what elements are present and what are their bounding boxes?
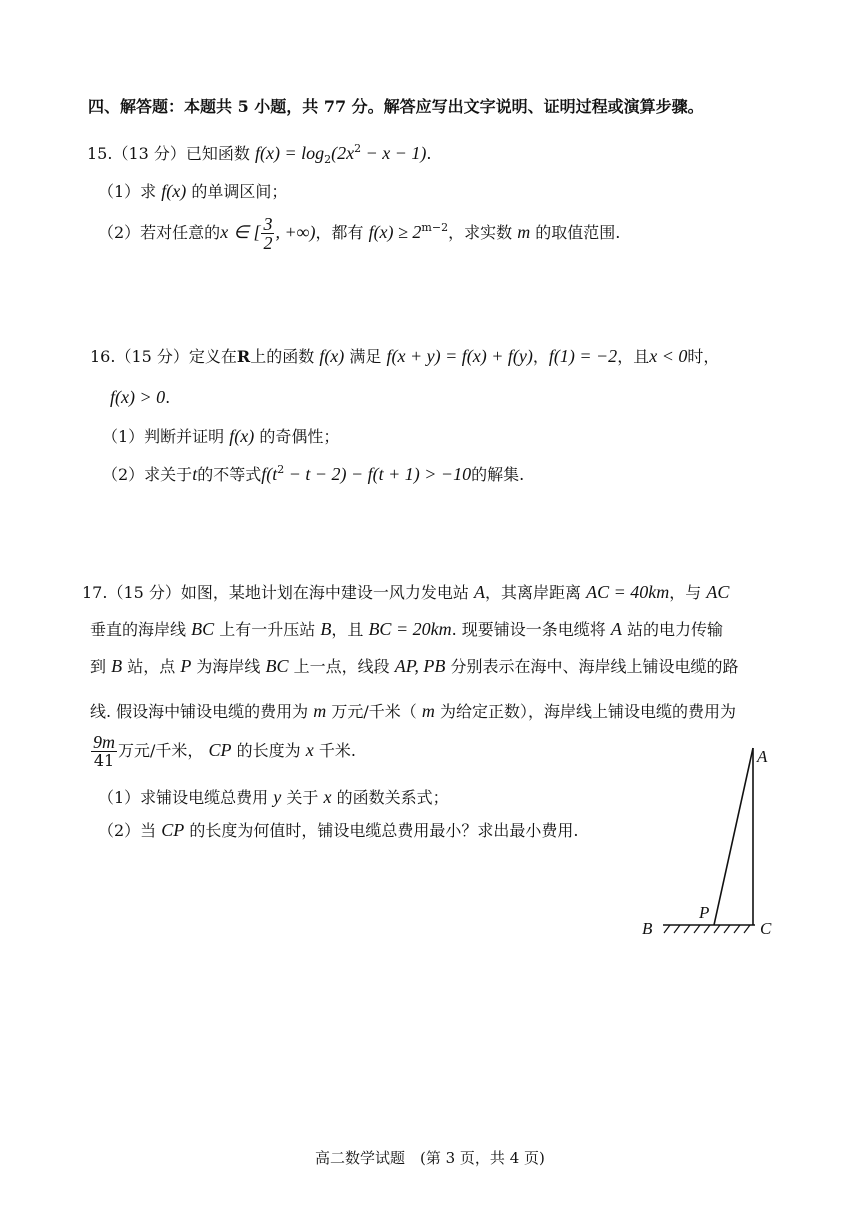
q17-l3-d: 上一点，线段 (293, 657, 390, 676)
q17-l5-a: 万元/千米， (118, 741, 204, 760)
q16-p2-suffix: 的解集. (471, 465, 525, 484)
q15-log-base: 2 (324, 153, 332, 166)
q16-p2-mid: 的不等式 (197, 465, 262, 484)
q16-p2-t: t (192, 464, 198, 484)
q16-R: R (236, 347, 251, 366)
q16-text4: ，且 (617, 347, 650, 366)
q17-l2-d: . 现要铺设一条电缆将 (451, 620, 606, 639)
label-A: A (757, 747, 768, 766)
q15-p2-end: 的取值范围. (535, 223, 621, 242)
q17-l3-APPB: AP, PB (394, 656, 446, 676)
q15-p2-inf: , +∞) (275, 222, 316, 242)
q17-l1-a: 17.（15 分）如图，某地计划在海中建设一风力发电站 (82, 583, 469, 602)
q17-p1-y: y (273, 787, 282, 807)
q17-l4-b: 万元/千米（ (331, 702, 417, 721)
section-heading: 四、解答题：本题共 5 小题，共 77 分。解答应写出文字说明、证明过程或演算步骤。 (88, 97, 704, 116)
q17-p1-prefix: （1）求铺设电缆总费用 (98, 788, 269, 807)
q17-p1-mid: 关于 (286, 788, 319, 807)
q16-text3: ， (532, 347, 549, 366)
q16-text2: 满足 (349, 347, 382, 366)
q16-p2-ineq-b: − t − 2) − f(t + 1) > −10 (284, 464, 472, 484)
q17-l2-A: A (610, 619, 622, 639)
q17-p1-x: x (323, 787, 332, 807)
segment-AP (714, 748, 753, 925)
label-C: C (760, 919, 772, 938)
label-B: B (642, 919, 653, 938)
q17-l1-ac: AC = 40km (586, 582, 670, 602)
q17-p1-suffix: 的函数关系式； (336, 788, 449, 807)
q17-l3-b: 站，点 (127, 657, 176, 676)
q17-l4-m: m (313, 701, 327, 721)
q16-text1: 上的函数 (250, 347, 315, 366)
q15-p2-m: m (517, 222, 531, 242)
q15-p2-x: x (220, 222, 229, 242)
q16-fx-positive: f(x) > 0 (110, 387, 166, 407)
q15-p2-mid: ，都有 (315, 223, 364, 242)
q17-l2-c: ，且 (331, 620, 364, 639)
q15-number: 15.（13 分）已知函数 (87, 144, 250, 163)
q17-l2-e: 站的电力传输 (626, 620, 723, 639)
q15-p2-in: ∈ [ (233, 222, 261, 242)
q17-l3-P: P (180, 656, 192, 676)
label-P: P (699, 903, 710, 922)
q15-p2-exp: m−2 (421, 221, 449, 234)
q15-end: . (426, 144, 432, 163)
q16-p2-exp: 2 (277, 463, 285, 476)
shoreline-hatching (664, 925, 750, 933)
q16-p1-suffix: 的奇偶性； (259, 427, 340, 446)
q17-l4-a: 线. 假设海中铺设电缆的费用为 (90, 702, 309, 721)
q16-line2-end: . (165, 388, 171, 407)
q17-l5-c: 千米. (318, 741, 356, 760)
q15-p2-ineq: f(x) ≥ 2 (368, 222, 422, 242)
q16-p1-fx: f(x) (229, 426, 255, 446)
q16-text5: 时， (687, 347, 720, 366)
q16-f1: f(1) = −2 (548, 346, 618, 366)
q16-p2-ineq-a: f(t (261, 464, 278, 484)
q17-l1-c: ，与 (669, 583, 702, 602)
q16-equation: f(x + y) = f(x) + f(y) (386, 346, 533, 366)
q17-l1-b: ，其离岸距离 (485, 583, 582, 602)
q15-p1-fx: f(x) (161, 181, 187, 201)
q17-p2-prefix: （2）当 (98, 821, 157, 840)
q16-fx: f(x) (319, 346, 345, 366)
q17-l4-m2: m (421, 701, 435, 721)
q15-function: f(x) = log (255, 143, 325, 163)
q16-number: 16.（15 分）定义在 (90, 347, 237, 366)
q17-p2-suffix: 的长度为何值时，铺设电缆总费用最小？求出最小费用. (189, 821, 579, 840)
q15-p1-prefix: （1）求 (98, 182, 157, 201)
q17-l5-CP: CP (208, 740, 232, 760)
q15-p2-suffix: ，求实数 (448, 223, 513, 242)
q16-x-lt-0: x < 0 (649, 346, 688, 366)
q17-l2-BC: BC (191, 619, 215, 639)
q15-frac-den: 2 (263, 233, 273, 253)
q15-arg: (2x (331, 143, 355, 163)
q17-l1-A: A (474, 582, 485, 602)
q15-exp: 2 (354, 142, 362, 155)
q15-arg-rest: − x − 1) (361, 143, 427, 163)
q16-p2-prefix: （2）求关于 (102, 465, 193, 484)
q17-frac-num: 9m (93, 732, 115, 752)
q17-l3-BC: BC (265, 656, 289, 676)
page-footer: 高二数学试题 (第 3 页，共 4 页) (315, 1149, 545, 1167)
q17-l3-c: 为海岸线 (196, 657, 261, 676)
q17-l1-AC: AC (706, 582, 730, 602)
q17-l3-B: B (111, 656, 123, 676)
q17-l5-x: x (305, 740, 314, 760)
q17-l2-b: 上有一升压站 (219, 620, 316, 639)
q15-p1-suffix: 的单调区间； (191, 182, 288, 201)
q15-frac-num: 3 (263, 214, 273, 234)
q15-p2-prefix: （2）若对任意的 (98, 223, 221, 242)
q17-l3-a: 到 (90, 657, 107, 676)
q17-l5-b: 的长度为 (236, 741, 301, 760)
q16-p1-prefix: （1）判断并证明 (102, 427, 225, 446)
q17-p2-CP: CP (161, 820, 185, 840)
q17-l3-e: 分别表示在海中、海岸线上铺设电缆的路 (450, 657, 739, 676)
q17-l2-a: 垂直的海岸线 (90, 620, 187, 639)
q17-l4-c: 为给定正数），海岸线上铺设电缆的费用为 (439, 702, 736, 721)
q17-frac-den: 41 (93, 751, 115, 770)
q17-l2-bc: BC = 20km (368, 619, 452, 639)
q17-l2-B: B (320, 619, 332, 639)
